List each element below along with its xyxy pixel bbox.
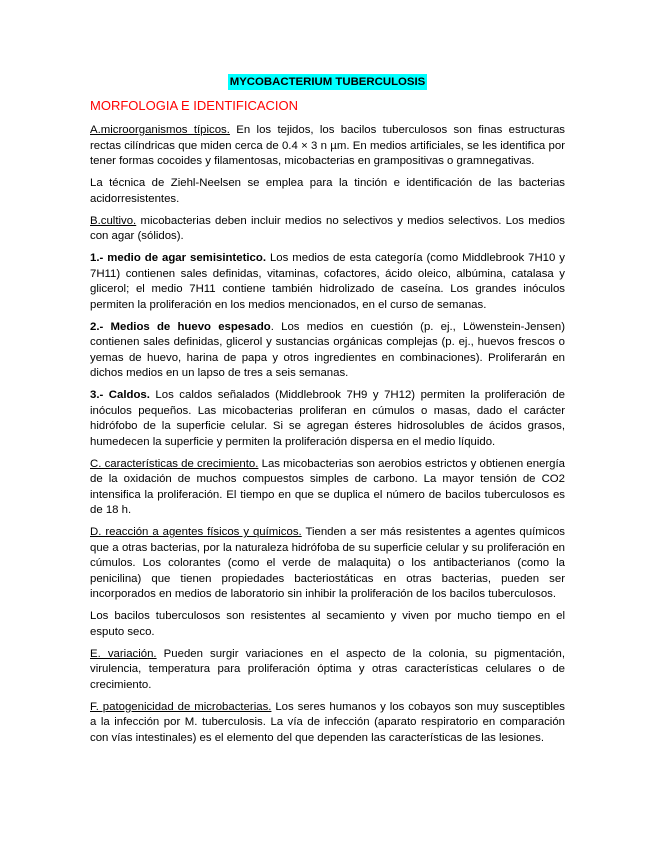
paragraph-lead: A.microorganismos típicos. — [90, 124, 230, 136]
paragraph-body: Los bacilos tuberculosos son resistentes al secamiento y viven por mucho tiempo en el esputo seco. — [90, 610, 565, 638]
paragraph-lead: 1.- medio de agar semisintetico. — [90, 252, 266, 264]
document-page — [90, 74, 565, 753]
paragraph-lead: C. características de crecimiento. — [90, 457, 259, 470]
paragraph-agar-semisintetico — [90, 251, 565, 313]
paragraph-crecimiento — [90, 457, 565, 519]
paragraph-body: En los tejidos, los bacilos tuberculosos son finas estructuras rectas cilíndricas que miden cerca de 0.4 × 3 n µm. En medios artificiales, se les identifica por tener formas cocoides y filamentosas, micobacterias en grampositivas o gramnegativas. — [90, 124, 566, 167]
paragraph-lead: 3.- Caldos. — [90, 389, 150, 401]
paragraph-ziehl-neelsen — [90, 176, 565, 207]
section-heading: MORFOLOGIA E IDENTIFICACION — [90, 98, 299, 113]
title-row — [90, 74, 565, 90]
document-title: MYCOBACTERIUM TUBERCULOSIS — [229, 76, 426, 88]
paragraph-microorganismos — [90, 123, 565, 170]
paragraph-body: Pueden surgir variaciones en el aspecto de la colonia, su pigmentación, virulencia, temperatura para proliferación óptima y otras características celulares o de crecimiento. — [90, 647, 565, 691]
paragraph-lead: F. patogenicidad de microbacterias. — [90, 700, 272, 713]
paragraph-cultivo — [90, 214, 565, 245]
paragraph-secamiento — [90, 609, 565, 640]
paragraph-lead: E. variación. — [90, 647, 157, 660]
paragraph-lead: D. reacción a agentes físicos y químicos. — [90, 526, 302, 538]
paragraph-lead: B.cultivo. — [90, 214, 137, 227]
paragraph-variacion — [90, 647, 565, 694]
paragraph-body: Los seres humanos y los cobayos son muy susceptibles a la infección por M. tuberculosis. La vía de infección (aparato respiratorio en comparación con vías intestinales) es el elemento del que dependen las características de las lesiones. — [90, 700, 565, 744]
paragraph-lead: 2.- Medios de huevo espesado — [90, 320, 271, 333]
paragraph-body: micobacterias deben incluir medios no selectivos y medios selectivos. Los medios con agar (sólidos). — [90, 214, 565, 242]
paragraph-agentes — [90, 525, 565, 603]
paragraph-body: Los medios de esta categoría (como Middlebrook 7H10 y 7H11) contienen sales definidas, vitaminas, cofactores, ácido oleico, albúmina, catalasa y glicerol; el medio 7H11 contiene también hidrolizado de caseína. Los grandes inóculos permiten la proliferación en los medios mencionados, en el curso de semanas. — [90, 252, 565, 311]
paragraph-caldos — [90, 388, 565, 450]
paragraph-body: Los caldos señalados (Middlebrook 7H9 y 7H12) permiten la proliferación de inóculos pequeños. Las micobacterias proliferan en cúmulos o masas, dado el carácter hidrófobo de la superficie celular. Si se agregan ésteres hidrosolubles de ácidos grasos, humedecen la superficie y permiten la proliferación dispersa en el medio líquido. — [90, 389, 565, 448]
paragraph-huevo-espesado — [90, 320, 565, 382]
paragraph-body: La técnica de Ziehl-Neelsen se emplea para la tinción e identificación de las bacterias acidorresistentes. — [90, 177, 565, 205]
paragraph-body: Tienden a ser más resistentes a agentes químicos que a otras bacterias, por la naturaleza hidrófoba de su superficie celular y su proliferación en cúmulos. Los colorantes (como el verde de malaquita) o los antibacterianos (como la penicilina) que tienen propiedades bacteriostáticas en otras bacterias, pueden ser incorporados en medios de laboratorio sin inhibir la proliferación de los bacilos tuberculosos. — [90, 526, 565, 600]
paragraph-body: Las micobacterias son aerobios estrictos y obtienen energía de la oxidación de muchos compuestos simples de carbono. La mayor tensión de CO2 intensifica la proliferación. El tiempo en que se duplica el número de bacilos tuberculosos es de 18 h. — [90, 457, 566, 516]
paragraph-body: . Los medios en cuestión (p. ej., Löwenstein-Jensen) contienen sales definidas, glicerol y sustancias orgánicas complejas (p. ej., huevos frescos o yemas de huevo, harina de papa y otros ingredientes en combinaciones). Proliferarán en dichos medios en un lapso de tres a seis semanas. — [90, 320, 566, 379]
paragraph-patogenicidad — [90, 700, 565, 747]
